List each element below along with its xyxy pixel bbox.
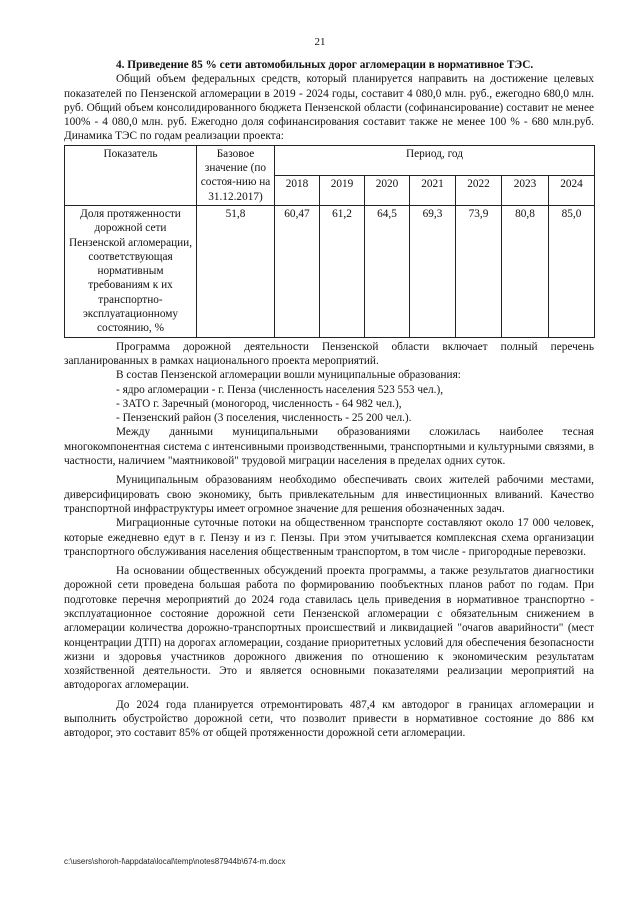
list-item: - ядро агломерации - г. Пенза (численность населения 523 553 чел.), (116, 383, 444, 396)
footer-file-path: c:\users\shoroh-l\appdata\local\temp\notes87944b\674-m.docx (64, 857, 286, 866)
year-cell: 2019 (320, 175, 365, 205)
value-cell: 64,5 (365, 205, 410, 337)
paragraph-program: Программа дорожной деятельности Пензенской области включает полный перечень запланированных в рамках национального проекта мероприятий. (64, 340, 594, 367)
tes-dynamics-table (64, 145, 595, 338)
year-cell: 2018 (275, 175, 320, 205)
table-header-row (65, 145, 595, 175)
value-cell: 85,0 (549, 205, 595, 337)
value-cell: 80,8 (502, 205, 549, 337)
year-cell: 2024 (549, 175, 595, 205)
value-cell: 73,9 (456, 205, 502, 337)
paragraph-funding: Общий объем федеральных средств, который планируется направить на достижение целевых показателей по Пензенской агломерации в 2019 - 2024 годы, составит 4 080,0 млн. руб., ежегодно 680,0 млн. руб. Общий объем консолидированного бюджета Пензенской области (софинансирование) составит не менее 100% - 4 080,0 млн. руб. Ежегодно доля софинансирования составит также не менее 100 % - 680 млн.руб. Динамика ТЭС по годам реализации проекта: (64, 73, 594, 143)
year-cell: 2023 (502, 175, 549, 205)
paragraph-migration: Миграционные суточные потоки на общественном транспорте составляют около 17 000 человек, которые ежедневно едут в г. Пензу и из г. Пензы. При этом учитывается комплексная схема организации транспортного обслуживания населения общественным транспортом, в том числе - пригородные перевозки. (64, 517, 594, 558)
page-content (64, 58, 594, 741)
header-indicator: Показатель (65, 145, 197, 205)
year-cell: 2020 (365, 175, 410, 205)
header-base-value: Базовое значение (по состоя-нию на 31.12.2017) (197, 145, 275, 205)
year-cell: 2021 (410, 175, 456, 205)
base-value-cell: 51,8 (197, 205, 275, 337)
paragraph-links: Между данными муниципальными образованиями сложилась наиболее тесная многокомпонентная система с интенсивными производственными, транспортными и культурными связями, в частности, наличием "маятниковой" трудовой миграции населения в пределах одних суток. (64, 426, 594, 468)
year-cell: 2022 (456, 175, 502, 205)
list-item: - ЗАТО г. Заречный (моногород, численность - 64 982 чел.), (116, 397, 402, 410)
table-row (65, 205, 595, 337)
paragraph-plan: До 2024 года планируется отремонтировать 487,4 км автодорог в границах агломерации и выполнить обустройство дорожной сети, что позволит привести в нормативное состояние до 886 км автодорог, это составит 85% от общей протяженности дорожной сети агломерации. (64, 698, 594, 740)
page-number: 21 (314, 36, 326, 48)
list-item: - Пензенский район (3 поселения, численность - 25 200 чел.). (116, 412, 412, 425)
header-period: Период, год (275, 145, 595, 175)
paragraph-composition: В состав Пензенской агломерации вошли муниципальные образования: (116, 369, 461, 382)
value-cell: 69,3 (410, 205, 456, 337)
value-cell: 60,47 (275, 205, 320, 337)
section-heading: 4. Приведение 85 % сети автомобильных дорог агломерации в нормативное ТЭС. (116, 59, 534, 71)
value-cell: 61,2 (320, 205, 365, 337)
row-label: Доля протяженности дорожной сети Пензенской агломерации, соответствующая нормативным требованиям к их транспортно-эксплуатационному состоянию, % (65, 205, 197, 337)
paragraph-discussion: На основании общественных обсуждений проекта программы, а также результатов диагностики дорожной сети проведена большая работа по формированию пообъектных планов работ по годам. При подготовке перечня мероприятий до 2024 года ставилась цель приведения в нормативное транспортно - эксплуатационное состояние дорожной сети Пензенской агломерации с обязательным снижением в агломерации количества дорожно-транспортных происшествий и ликвидацией "очагов аварийности" (мест концентрации ДТП) на дорогах агломерации, создание приоритетных условий для обеспечения безопасности жизни и здоровья участников дорожного движения по отношению к экономическим результатам хозяйственной деятельности. Это и является основными показателями реализации мероприятий на автодорогах агломерации. (64, 565, 594, 692)
paragraph-municipal: Муниципальным образованиям необходимо обеспечивать своих жителей рабочими местами, диверсифицировать свою экономику, быть привлекательным для инвестиционных вливаний. Качество транспортной инфраструктуры имеет огромное значение для решения обозначенных задач. (64, 474, 594, 515)
